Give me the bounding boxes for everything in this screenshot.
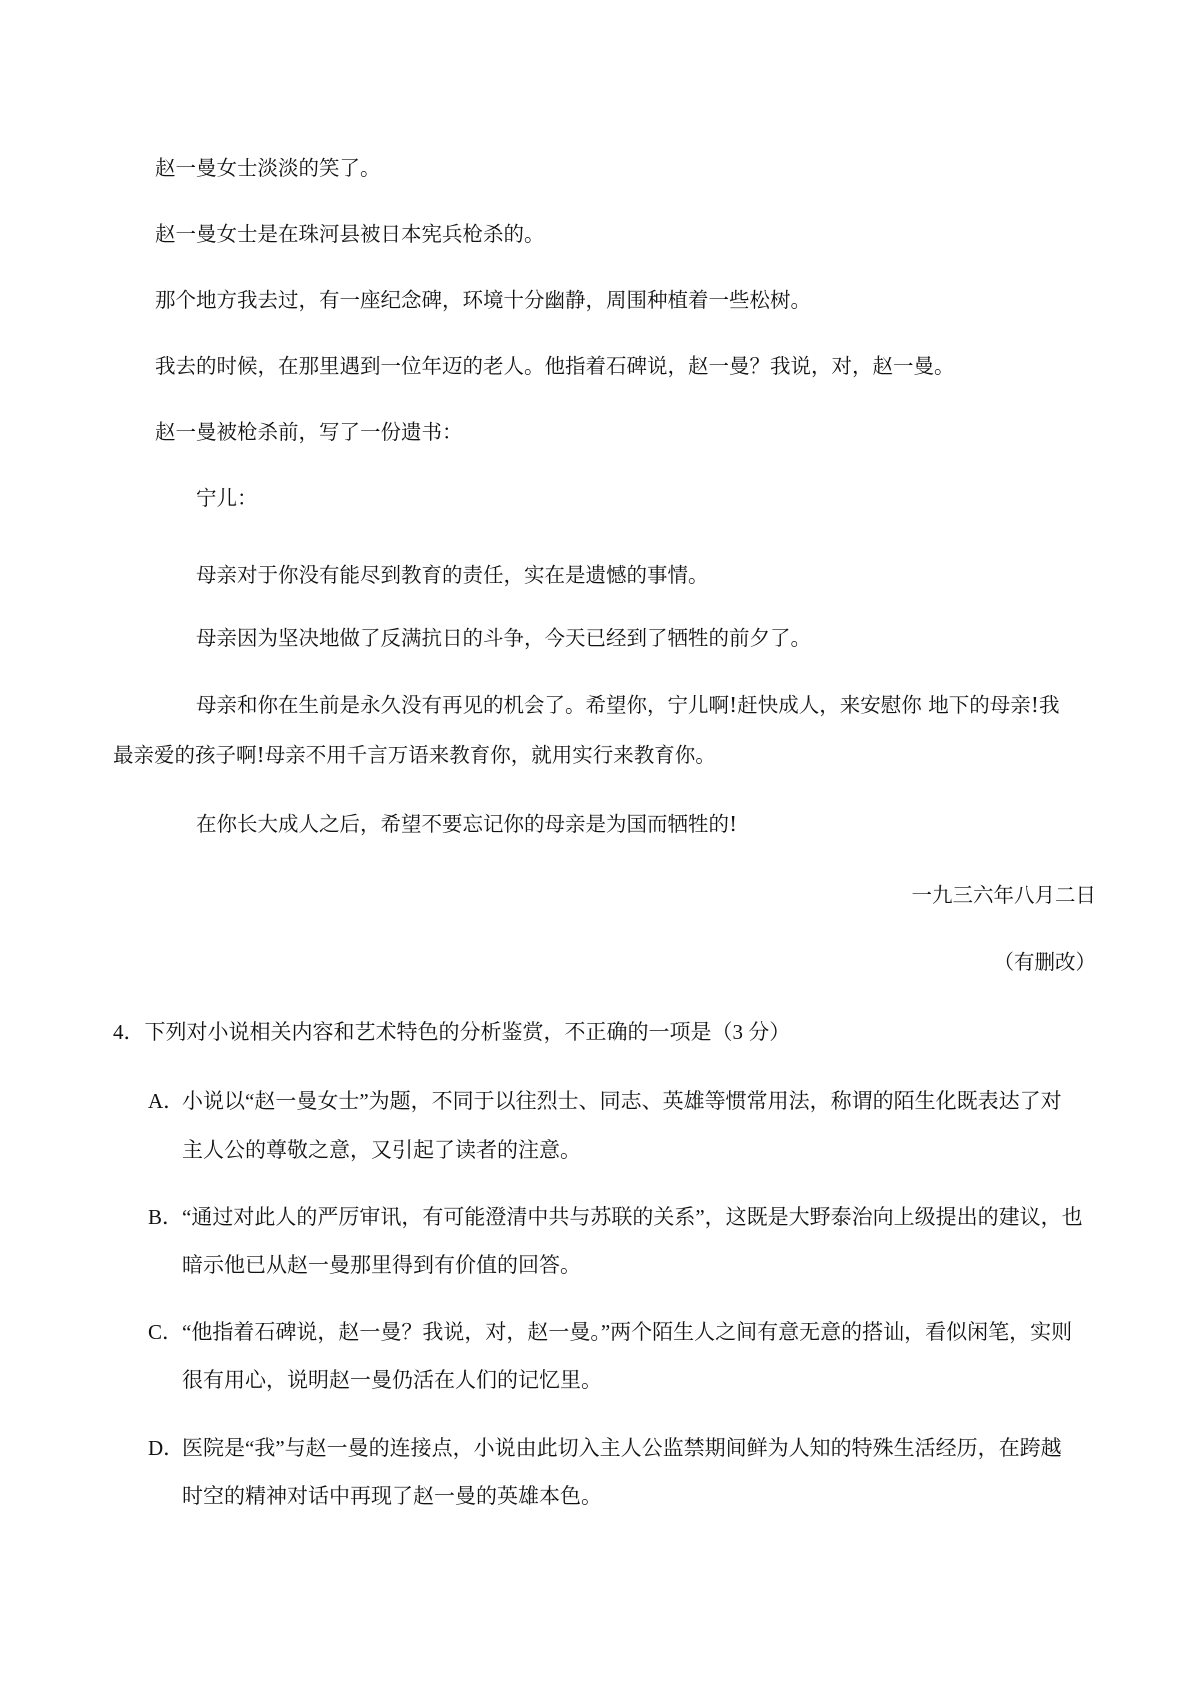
option-text-line-2: 暗示他已从赵一曼那里得到有价值的回答。 <box>182 1253 581 1277</box>
story-line-1: 赵一曼女士淡淡的笑了。 <box>155 156 381 180</box>
letter-paragraph-1: 母亲对于你没有能尽到教育的责任，实在是遗憾的事情。 <box>196 563 709 587</box>
option-text-line-2: 很有用心，说明赵一曼仍活在人们的记忆里。 <box>182 1368 602 1392</box>
option-text-line-1: 小说以“赵一曼女士”为题，不同于以往烈士、同志、英雄等惯常用法，称谓的陌生化既表达了对 <box>182 1089 1062 1113</box>
story-line-2: 赵一曼女士是在珠河县被日本宪兵枪杀的。 <box>155 222 545 246</box>
option-label: D． <box>148 1436 185 1460</box>
story-line-4: 我去的时候，在那里遇到一位年迈的老人。他指着石碑说，赵一曼？我说，对，赵一曼。 <box>155 354 955 378</box>
letter-date: 一九三六年八月二日 <box>911 883 1096 907</box>
option-text-line-1: “通过对此人的严厉审讯，有可能澄清中共与苏联的关系”，这既是大野泰治向上级提出的建议，也 <box>182 1205 1083 1229</box>
story-line-5: 赵一曼被枪杀前，写了一份遗书： <box>155 420 463 444</box>
question-stem: 4．下列对小说相关内容和艺术特色的分析鉴赏，不正确的一项是（3 分） <box>113 1020 791 1044</box>
letter-paragraph-4: 在你长大成人之后，希望不要忘记你的母亲是为国而牺牲的! <box>196 812 738 836</box>
option-text-line-1: 医院是“我”与赵一曼的连接点，小说由此切入主人公监禁期间鲜为人知的特殊生活经历，在跨越 <box>182 1436 1062 1460</box>
option-text-line-2: 时空的精神对话中再现了赵一曼的英雄本色。 <box>182 1484 602 1508</box>
option-label: C． <box>148 1320 184 1344</box>
letter-paragraph-3-line-2: 最亲爱的孩子啊!母亲不用千言万语来教育你，就用实行来教育你。 <box>113 743 716 767</box>
edit-note: （有删改） <box>993 950 1096 974</box>
letter-salutation: 宁儿： <box>196 486 258 510</box>
option-text-line-2: 主人公的尊敬之意，又引起了读者的注意。 <box>182 1138 581 1162</box>
option-text-line-1: “他指着石碑说，赵一曼？我说，对，赵一曼。”两个陌生人之间有意无意的搭讪，看似闲笔，实则 <box>182 1320 1073 1344</box>
letter-paragraph-3-line-1: 母亲和你在生前是永久没有再见的机会了。希望你，宁儿啊!赶快成人，来安慰你 地下的母亲!我 <box>196 693 1060 717</box>
story-line-3: 那个地方我去过，有一座纪念碑，环境十分幽静，周围种植着一些松树。 <box>155 288 811 312</box>
letter-paragraph-2: 母亲因为坚决地做了反满抗日的斗争，今天已经到了牺牲的前夕了。 <box>196 626 811 650</box>
option-label: B． <box>148 1205 184 1229</box>
option-label: A． <box>148 1089 185 1113</box>
